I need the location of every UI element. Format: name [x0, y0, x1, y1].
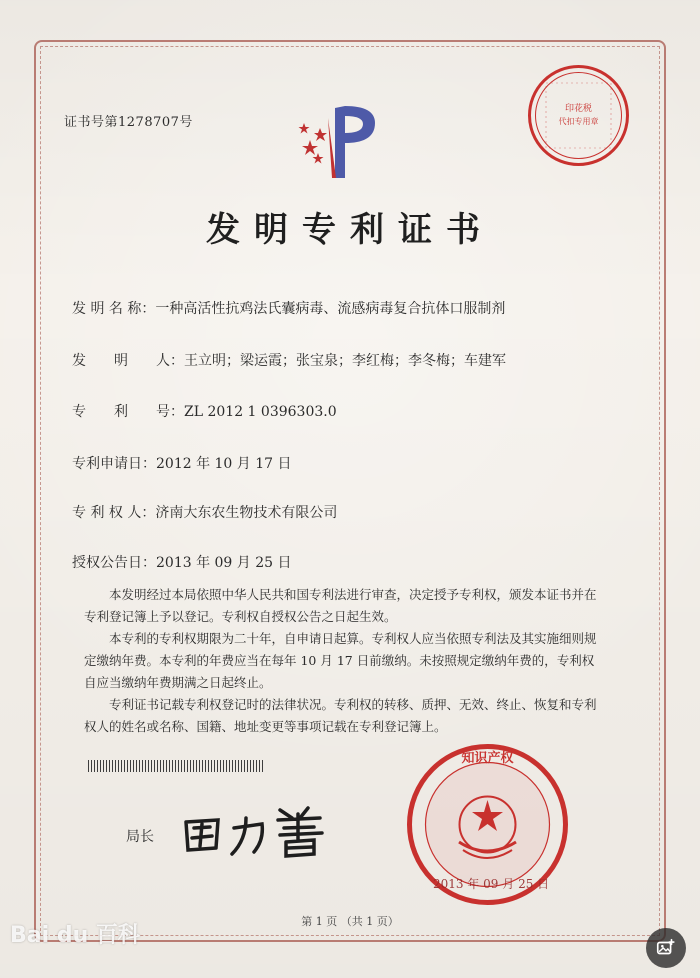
field-value: 2012 年 10 月 17 日 — [156, 456, 292, 472]
field-value: 王立明；梁运霞；张宝泉；李红梅；李冬梅；车建军 — [184, 353, 506, 369]
certificate-number: 证书号第1278707号 — [64, 115, 193, 130]
page-number: 第 1 页 （共 1 页） — [301, 915, 399, 928]
field-patent-number — [72, 401, 337, 421]
director-label: 局长 — [126, 829, 154, 845]
field-value: 济南大东农生物技术有限公司 — [155, 505, 338, 521]
watermark-text: Bai du 百科 — [10, 923, 140, 948]
field-label: 专 利 号： — [72, 404, 184, 420]
field-label: 发 明 人： — [72, 353, 184, 369]
field-application-date — [72, 453, 292, 473]
body-paragraph: 专利证书记载专利权登记时的法律状况。专利权的转移、质押、无效、终止、恢复和专利权人的姓名或名称、国籍、地址变更等事项记载在专利登记簿上。 — [84, 697, 597, 734]
body-paragraph: 本发明经过本局依照中华人民共和国专利法进行审查，决定授予专利权，颁发本证书并在专利登记簿上予以登记。专利权自授权公告之日起生效。 — [84, 587, 597, 624]
edit-image-icon — [655, 937, 677, 959]
director-signature — [180, 800, 340, 860]
field-value: 2013 年 09 月 25 日 — [156, 555, 292, 571]
svg-text:知识产权: 知识产权 — [461, 751, 514, 766]
field-label: 专 利 权 人： — [72, 505, 156, 521]
edit-image-button[interactable] — [646, 928, 686, 968]
field-label: 专利申请日： — [72, 456, 156, 472]
field-value: 一种高活性抗鸡法氏囊病毒、流感病毒复合抗体口服制剂 — [155, 301, 506, 317]
certificate-body — [84, 584, 604, 738]
field-value: ZL 2012 1 0396303.0 — [184, 404, 337, 420]
barcode — [88, 760, 263, 772]
patent-office-emblem-icon — [290, 98, 390, 183]
certificate-title: 发明专利证书 — [206, 210, 494, 250]
body-paragraph: 本专利的专利权期限为二十年，自申请日起算。专利权人应当依照专利法及其实施细则规定缴纳年费。本专利的年费应当在每年 10 月 17 日前缴纳。未按照规定缴纳年费的，专利权自应当缴纳年费期满之日起终止。 — [84, 631, 597, 690]
field-grant-date — [72, 552, 292, 572]
svg-text:代扣专用章: 代扣专用章 — [558, 117, 599, 126]
svg-text:印花税: 印花税 — [564, 104, 593, 114]
seal-date: 2013 年 09 月 25 日 — [433, 877, 550, 891]
field-invention-name — [72, 298, 505, 318]
field-inventors — [72, 350, 506, 370]
field-label: 发 明 名 称： — [72, 301, 156, 317]
field-label: 授权公告日： — [72, 555, 156, 571]
tax-stamp-seal — [526, 63, 631, 168]
field-patentee — [72, 502, 337, 522]
